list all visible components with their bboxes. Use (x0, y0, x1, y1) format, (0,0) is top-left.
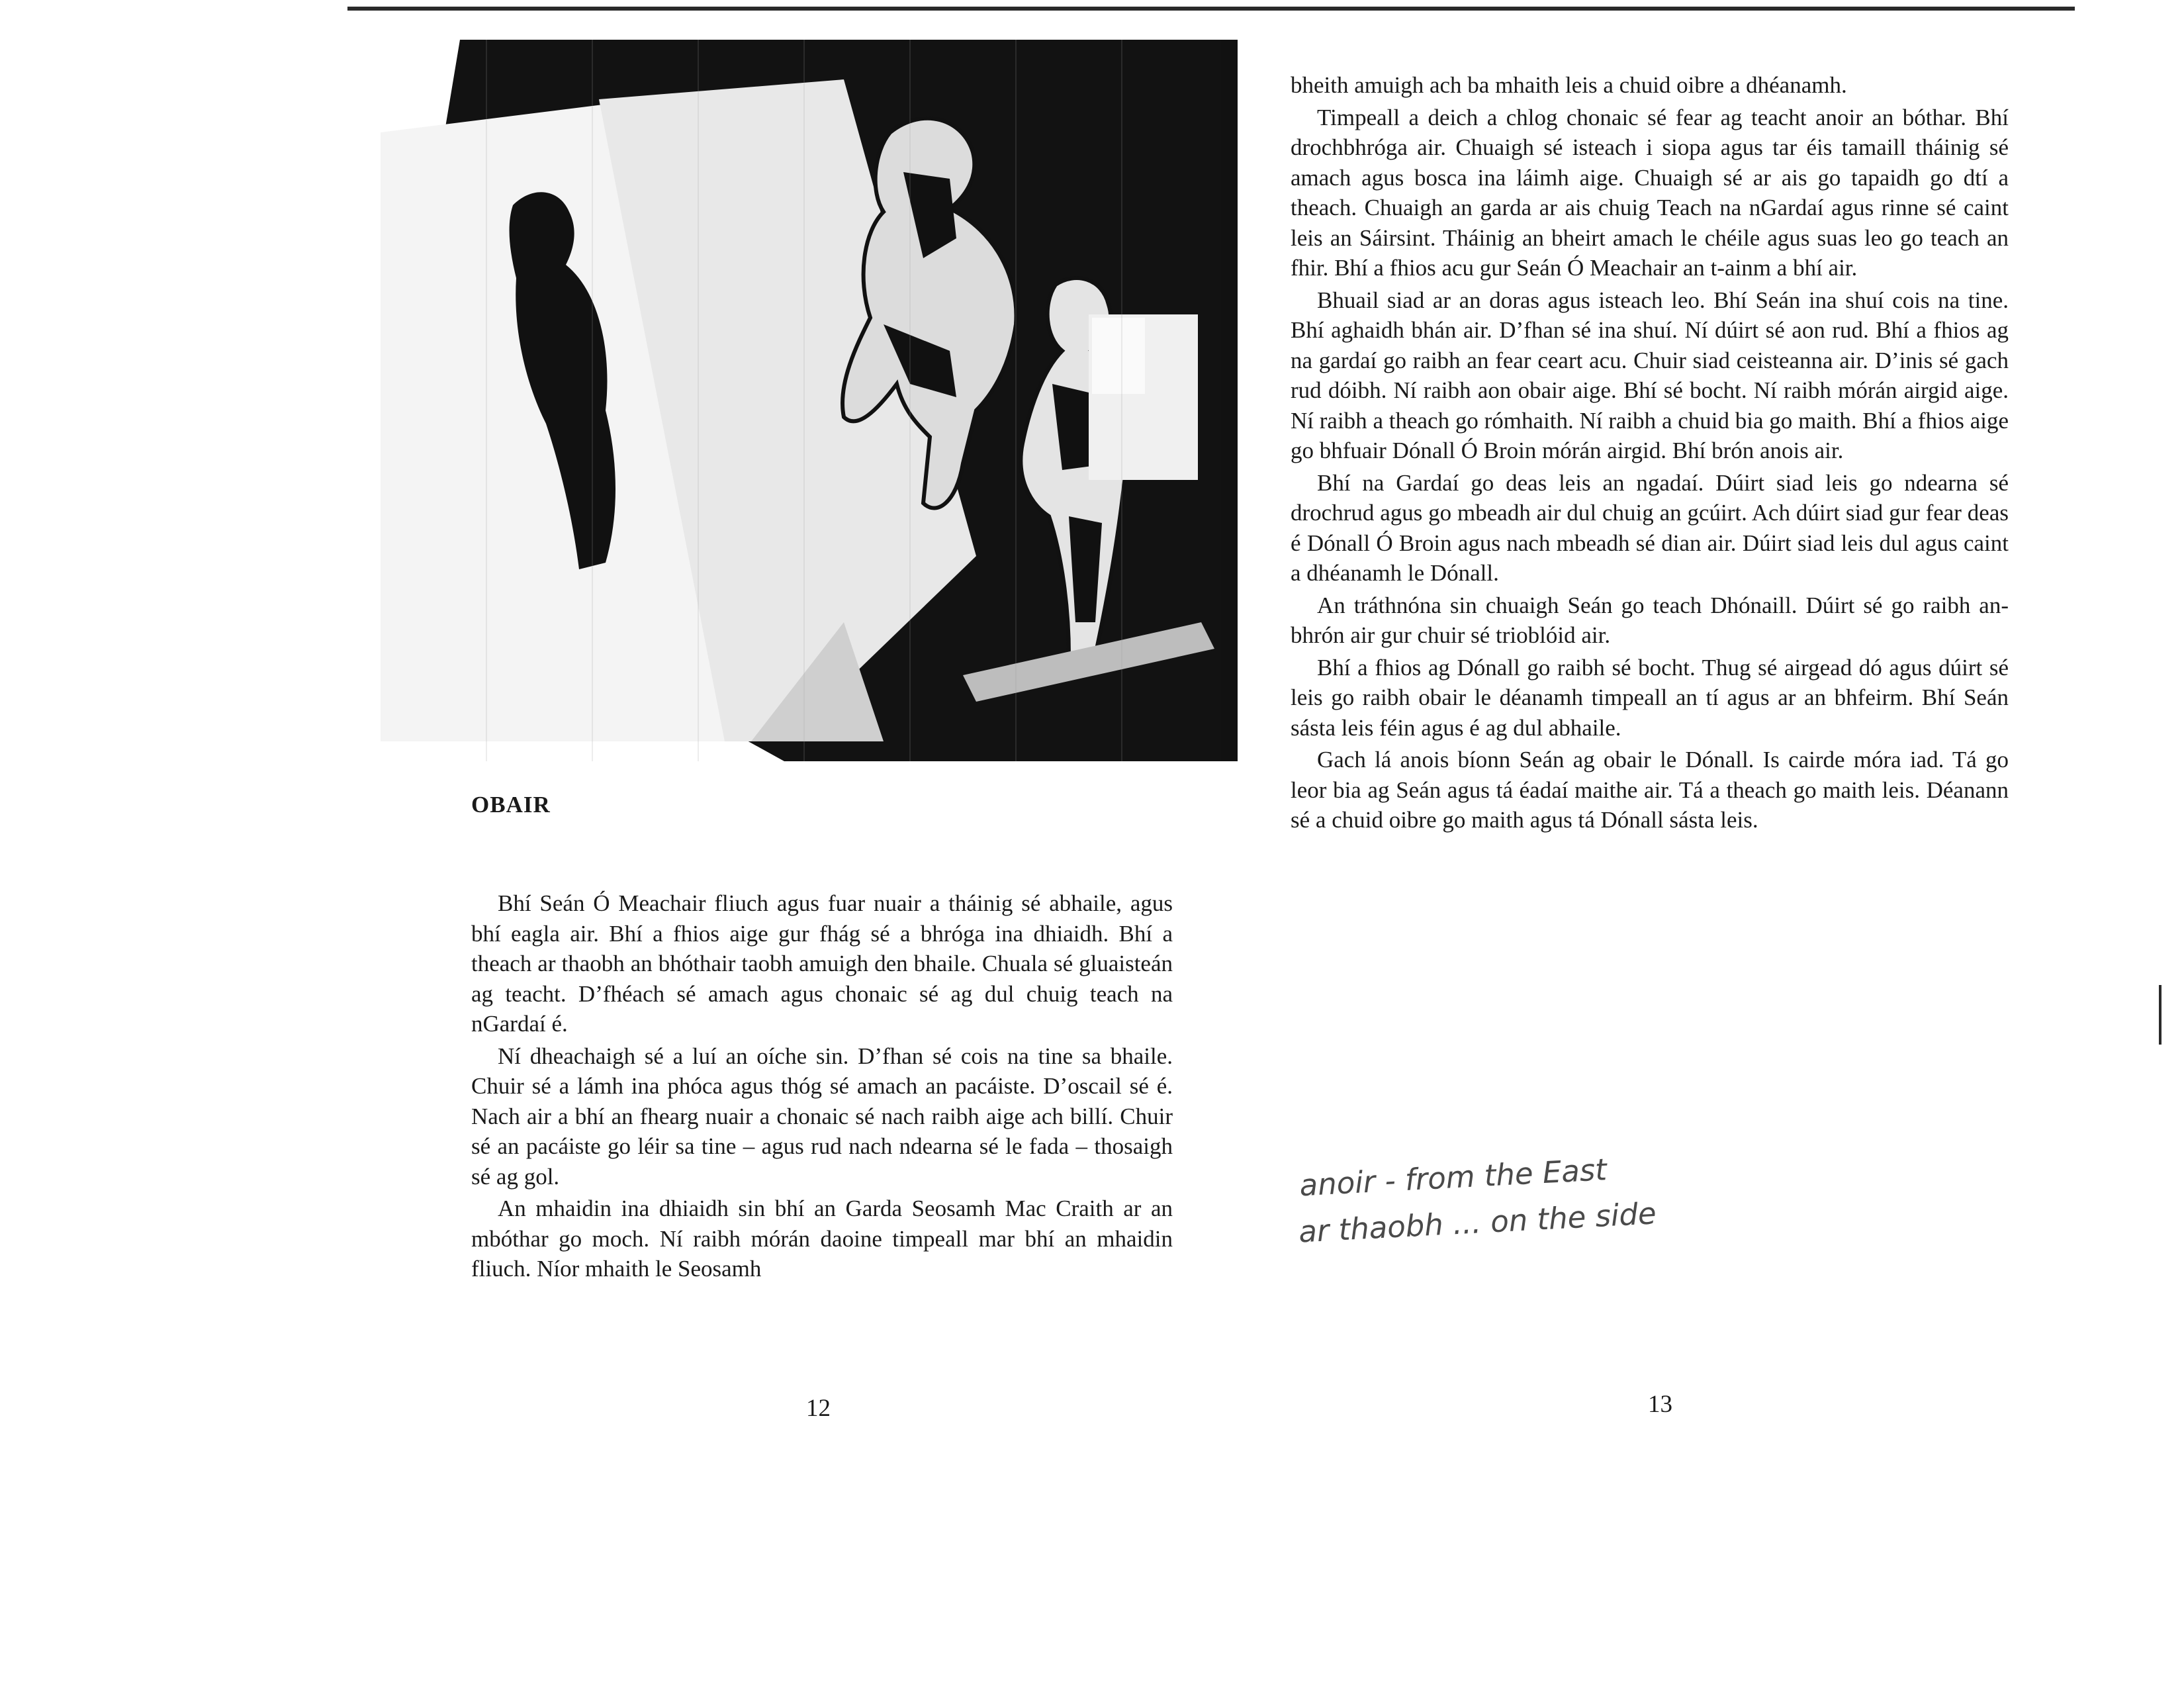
story-illustration (381, 40, 1238, 761)
page-number-left: 12 (806, 1395, 831, 1422)
page-number-right: 13 (1648, 1391, 1672, 1418)
right-continuation-line: bheith amuigh ach ba mhaith leis a chuid oibre a dhéanamh. (1291, 72, 1847, 98)
right-paragraph-4: An tráthnóna sin chuaigh Seán go teach Dhónaill. Dúirt sé go raibh an-bhrón air gur chuir sé trioblóid air. (1291, 592, 2009, 648)
right-paragraph-2: Bhuail siad ar an doras agus isteach leo. Bhí Seán ina shuí cois na tine. Bhí aghaidh bhán air. D’fhan sé ina shuí. Ní dúirt sé aon rud. Bhí a fhios ag na gardaí go raibh an fear ceart acu. Chuir siad ceisteanna air. D’inis sé gach rud dóibh. Ní raibh aon obair aige. Bhí sé bocht. Ní raibh mórán airgid aige. Ní raibh a theach go rómhaith. Ní raibh a chuid bia go maith. Bhí a fhios aige go bhfuair Dónall Ó Broin mórán airgid. Bhí brón anois air. (1291, 287, 2009, 463)
handwritten-notes (1298, 1139, 1766, 1255)
handwritten-note-2: ar thaobh ... on the side (1297, 1196, 1657, 1250)
story-title: OBAIR (471, 792, 551, 818)
handwritten-note-1: anoir - from the East (1298, 1152, 1608, 1203)
right-paragraph-1: Timpeall a deich a chlog chonaic sé fear ag teacht anoir an bóthar. Bhí drochbhróga air. Chuaigh sé isteach i siopa agus tar éis tamaill tháinig sé amach agus bosca ina láimh aige. Chuaigh sé ar ais go tapaidh go dtí a theach. Chuaigh an garda ar ais chuig Teach na nGardaí agus rinne sé caint leis an Sáirsint. Tháinig an bheirt amach le chéile agus suas leo go teach an fhir. Bhí a fhios acu gur Seán Ó Meachair an t-ainm a bhí air. (1291, 104, 2009, 281)
illustration-artwork (381, 40, 1238, 761)
right-page-text (1291, 70, 2009, 835)
right-paragraph-6: Gach lá anois bíonn Seán ag obair le Dónall. Is cairde móra iad. Tá go leor bia ag Seán agus tá éadaí maithe air. Tá a theach go maith leis. Déanann sé a chuid oibre go maith agus tá Dónall sásta leis. (1291, 747, 2009, 833)
left-page-text (471, 888, 1173, 1284)
left-paragraph-3: An mhaidin ina dhiaidh sin bhí an Garda Seosamh Mac Craith ar an mbóthar go moch. Ní raibh mórán daoine timpeall mar bhí an mhaidin fliuch. Níor mhaith le Seosamh (471, 1196, 1173, 1282)
right-paragraph-5: Bhí a fhios ag Dónall go raibh sé bocht. Thug sé airgead dó agus dúirt sé leis go raibh obair le déanamh timpeall an tí agus ar an bhfeirm. Bhí Seán sásta leis féin agus é ag dul abhaile. (1291, 654, 2009, 741)
margin-mark (2159, 985, 2161, 1045)
left-paragraph-2: Ní dheachaigh sé a luí an oíche sin. D’fhan sé cois na tine sa bhaile. Chuir sé a lámh ina phóca agus thóg sé amach an pacáiste. D’oscail sé é. Nach air a bhí an fhearg nuair a chonaic sé nach raibh aige ach billí. Chuir sé an pacáiste go léir sa tine – agus rud nach ndearna sé le fada – thosaigh sé ag gol. (471, 1043, 1173, 1190)
top-border-rule (347, 7, 2075, 11)
right-paragraph-3: Bhí na Gardaí go deas leis an ngadaí. Dúirt siad leis go ndearna sé drochrud agus go mbeadh air dul chuig an gcúirt. Ach dúirt siad gur fear deas é Dónall Ó Broin agus nach mbeadh sé dian air. Dúirt siad leis dul agus caint a dhéanamh le Dónall. (1291, 469, 2009, 586)
left-paragraph-1: Bhí Seán Ó Meachair fliuch agus fuar nuair a tháinig sé abhaile, agus bhí eagla air. Bhí a fhios aige gur fhág sé a bhróga ina dhiaidh. Bhí a theach ar thaobh an bhóthair taobh amuigh den bhaile. Chuala sé gluaisteán ag teacht. D’fhéach sé amach agus chonaic sé ag dul chuig teach na nGardaí é. (471, 890, 1173, 1037)
